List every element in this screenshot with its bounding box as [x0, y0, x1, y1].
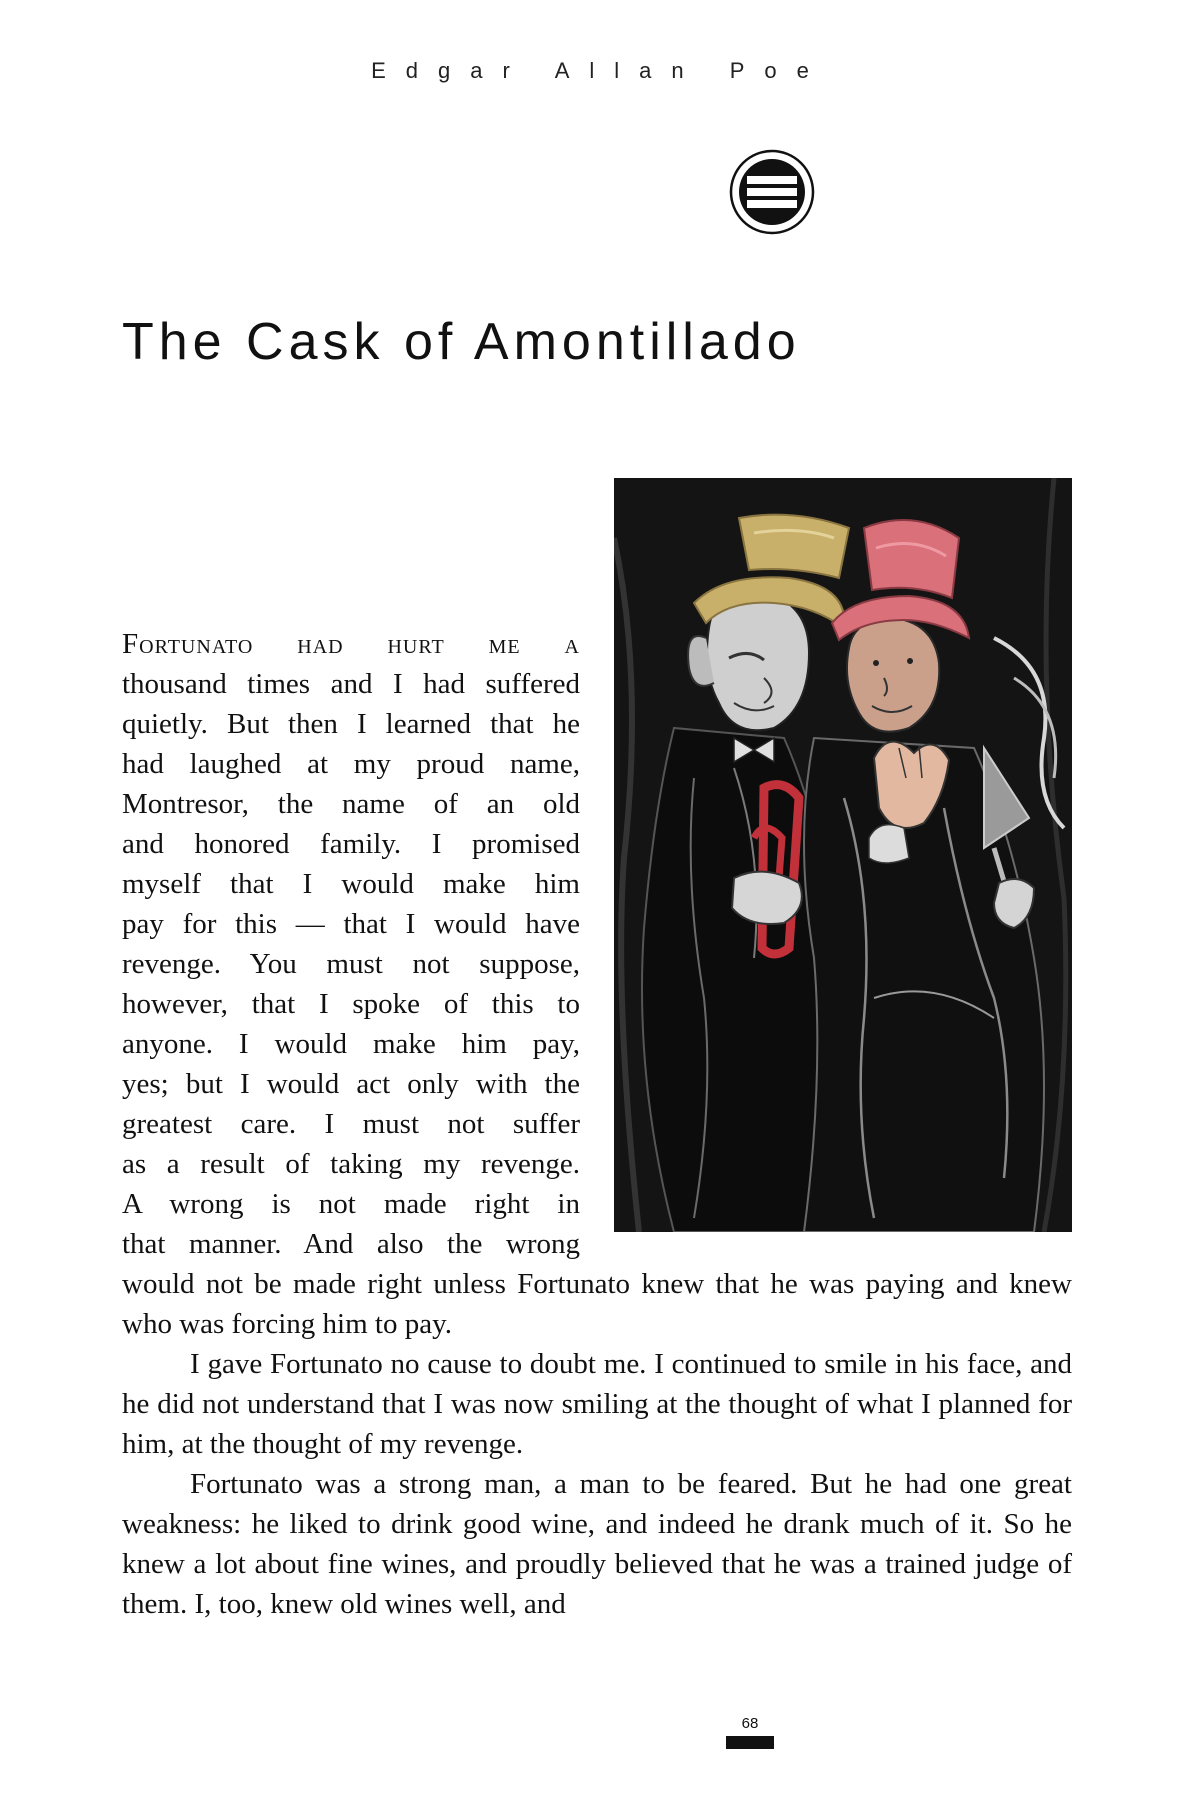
- story-body: [122, 624, 1072, 1624]
- lead-line: as a result of taking my revenge.: [122, 1148, 580, 1180]
- lead-line: thousand times and I had suffered: [122, 668, 580, 700]
- lead-paragraph: [122, 624, 580, 1264]
- paragraph-1-continued: would not be made right unless Fortunato knew that he was paying and knew who was forcing him to pay.: [122, 1268, 1072, 1340]
- lead-smallcaps: Fortunato had hurt me a: [122, 628, 580, 660]
- page-number: 68: [741, 1715, 759, 1732]
- lead-line: pay for this — that I would have: [122, 908, 580, 940]
- page-number-bar: [726, 1736, 774, 1749]
- paragraph-3: Fortunato was a strong man, a man to be feared. But he had one great weakness: he liked to drink good wine, and indeed he drank much of it. So he knew a lot about fine wines, and proudly believed that he was a trained judge of them. I, too, knew old wines well, and: [122, 1468, 1072, 1620]
- chapter-emblem-icon: [729, 149, 815, 235]
- lead-line: revenge. You must not suppose,: [122, 948, 580, 980]
- lead-line: quietly. But then I learned that he: [122, 708, 580, 740]
- lead-line: myself that I would make him: [122, 868, 580, 900]
- lead-line: that manner. And also the wrong: [122, 1228, 580, 1260]
- lead-line: A wrong is not made right in: [122, 1188, 580, 1220]
- lead-line: anyone. I would make him pay,: [122, 1028, 580, 1060]
- paragraph-2: I gave Fortunato no cause to doubt me. I continued to smile in his face, and he did not understand that I was now smiling at the thought of what I planned for him, at the thought of my revenge.: [122, 1348, 1072, 1460]
- header-author: Edgar Allan Poe: [371, 58, 829, 83]
- lead-line: and honored family. I promised: [122, 828, 580, 860]
- lead-line: had laughed at my proud name,: [122, 748, 580, 780]
- lead-line: Montresor, the name of an old: [122, 788, 580, 820]
- lead-line: however, that I spoke of this to: [122, 988, 580, 1020]
- lead-line: yes; but I would act only with the: [122, 1068, 580, 1100]
- lead-line: greatest care. I must not suffer: [122, 1108, 580, 1140]
- story-title: The Cask of Amontillado: [122, 313, 801, 371]
